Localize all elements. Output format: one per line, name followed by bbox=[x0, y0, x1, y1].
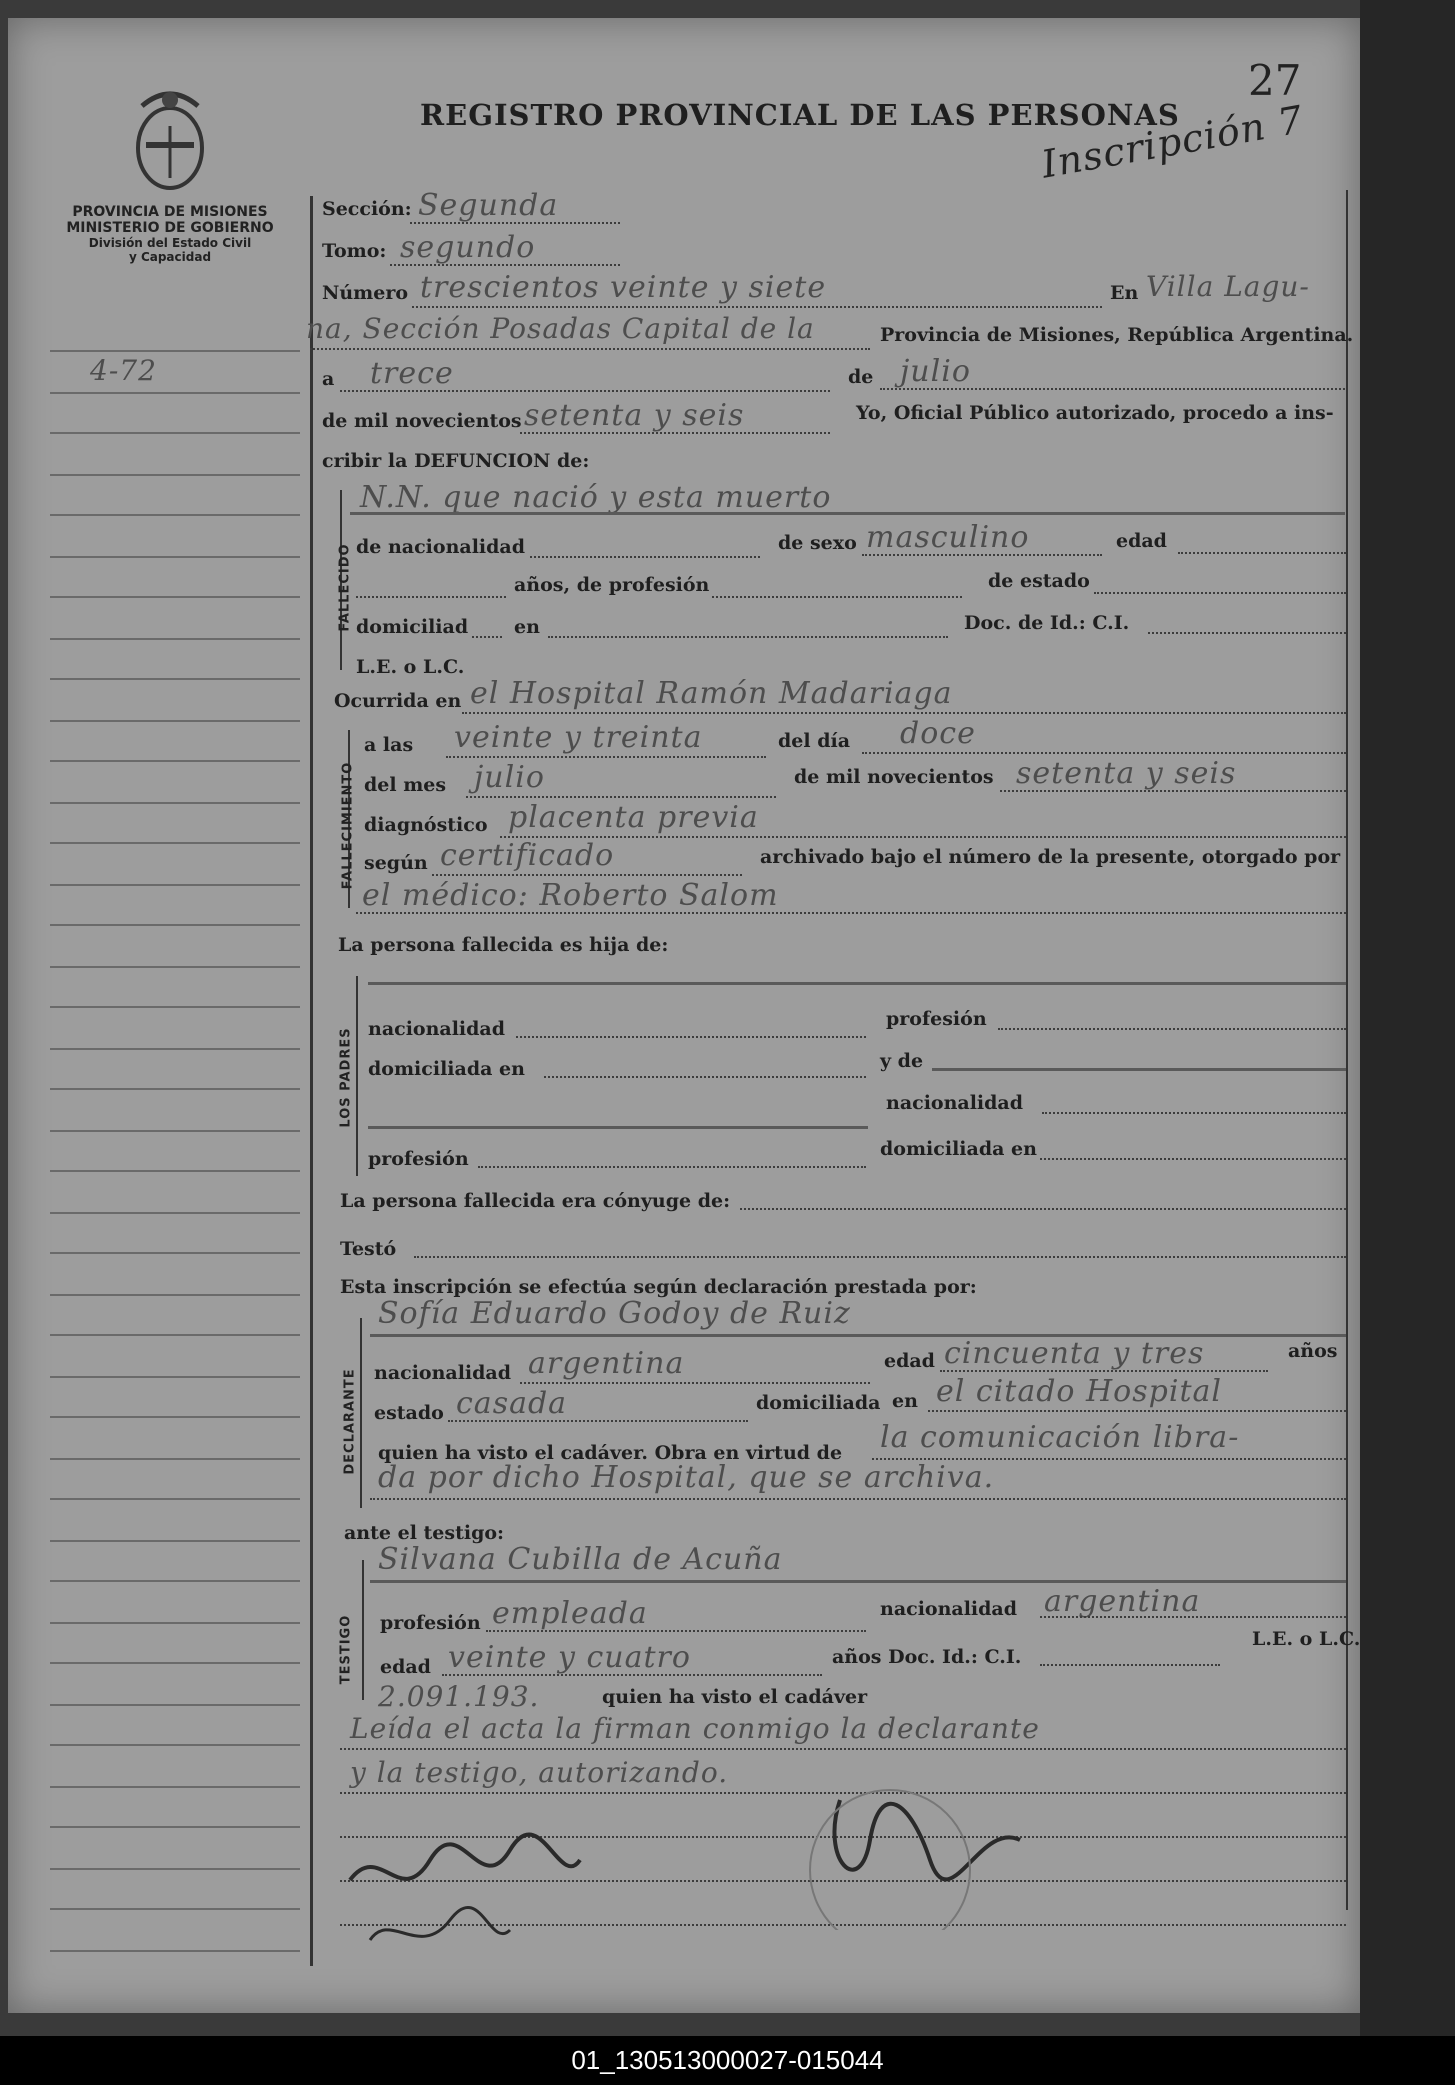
label-del-dia: del día bbox=[778, 730, 851, 752]
label-conyuge: La persona fallecida era cónyuge de: bbox=[340, 1190, 731, 1212]
label-d-en: en bbox=[892, 1390, 918, 1412]
label-t-nacionalidad: nacionalidad bbox=[880, 1598, 1018, 1620]
main-vertical-rule bbox=[310, 196, 313, 1966]
value-d-edad: cincuenta y tres bbox=[944, 1336, 1205, 1371]
page-title: REGISTRO PROVINCIAL DE LAS PERSONAS bbox=[420, 98, 1180, 132]
label-domiciliado: domiciliad bbox=[356, 616, 469, 638]
value-lugar: na, Sección Posadas Capital de la bbox=[306, 312, 815, 345]
value-mes: julio bbox=[900, 354, 971, 389]
side-label-fallecimiento: FALLECIMIENTO bbox=[340, 761, 356, 890]
office-ministry: MINISTERIO DE GOBIERNO bbox=[66, 220, 274, 236]
value-t-doc: 2.091.193. bbox=[378, 1680, 540, 1713]
value-medico: el médico: Roberto Salom bbox=[362, 878, 779, 913]
label-a: a bbox=[322, 368, 335, 390]
label-t-profesion: profesión bbox=[380, 1612, 481, 1634]
label-a-las: a las bbox=[364, 734, 414, 756]
declarante-signature bbox=[340, 1820, 600, 1970]
value-dia-num: doce bbox=[900, 716, 976, 751]
closing-note-1: Leída el acta la firman conmigo la declarante bbox=[350, 1712, 1040, 1745]
declarante-bracket bbox=[360, 1318, 362, 1508]
right-vertical-rule bbox=[1346, 190, 1348, 1910]
value-ocurrida: el Hospital Ramón Madariaga bbox=[470, 676, 953, 711]
testigo-bracket bbox=[362, 1560, 364, 1700]
file-name-caption: 01_130513000027-015044 bbox=[0, 2036, 1455, 2085]
label-edad: edad bbox=[1116, 530, 1167, 552]
label-d-visto: quien ha visto el cadáver. Obra en virtud de bbox=[378, 1442, 843, 1464]
value-hora: veinte y treinta bbox=[454, 720, 703, 755]
label-y-de: y de bbox=[880, 1050, 924, 1072]
label-p-domiciliada2: domiciliada en bbox=[880, 1138, 1037, 1160]
label-oficial: Yo, Oficial Público autorizado, procedo a ins- bbox=[856, 402, 1334, 424]
value-t-profesion: empleada bbox=[492, 1596, 648, 1631]
label-p-profesion: profesión bbox=[886, 1008, 987, 1030]
value-numero: trescientos veinte y siete bbox=[420, 270, 827, 305]
label-archivado: archivado bajo el número de la presente, otorgado por bbox=[760, 846, 1341, 868]
label-p-nacionalidad: nacionalidad bbox=[368, 1018, 506, 1040]
label-t-visto: quien ha visto el cadáver bbox=[602, 1686, 868, 1708]
value-declarante: Sofía Eduardo Godoy de Ruiz bbox=[378, 1296, 851, 1331]
value-dia: trece bbox=[370, 356, 454, 391]
label-del-mes: del mes bbox=[364, 774, 447, 796]
side-label-padres: LOS PADRES bbox=[338, 1027, 354, 1128]
page-number: 27 bbox=[1248, 56, 1302, 105]
label-d-anos: años bbox=[1288, 1340, 1338, 1362]
office-capacity: y Capacidad bbox=[128, 250, 212, 264]
label-d-nacionalidad: nacionalidad bbox=[374, 1362, 512, 1384]
value-tomo: segundo bbox=[400, 230, 536, 265]
label-anos-profesion: años, de profesión bbox=[514, 574, 710, 596]
inscription-stamp: Inscripción 7 bbox=[1038, 97, 1307, 187]
value-t-edad: veinte y cuatro bbox=[448, 1640, 691, 1675]
value-d-domicilio: el citado Hospital bbox=[936, 1374, 1222, 1409]
book-spine bbox=[1360, 0, 1455, 2036]
side-label-testigo: TESTIGO bbox=[338, 1614, 354, 1685]
side-label-declarante: DECLARANTE bbox=[342, 1368, 358, 1475]
label-d-domiciliada: domiciliada bbox=[756, 1392, 881, 1414]
label-ante: ante el testigo: bbox=[344, 1522, 505, 1544]
office-province: PROVINCIA DE MISIONES bbox=[72, 204, 268, 220]
label-de: de bbox=[848, 366, 874, 388]
office-division: División del Estado Civil bbox=[88, 236, 252, 250]
coat-of-arms-icon bbox=[128, 86, 212, 196]
label-hija: La persona fallecida es hija de: bbox=[338, 934, 669, 956]
value-d-nacionalidad: argentina bbox=[528, 1346, 685, 1381]
label-en: En bbox=[1110, 282, 1139, 304]
value-anio: setenta y seis bbox=[524, 398, 745, 433]
value-sexo: masculino bbox=[866, 520, 1030, 555]
value-anio2: setenta y seis bbox=[1016, 756, 1237, 791]
label-tomo: Tomo: bbox=[322, 240, 387, 262]
label-de-mil: de mil novecientos bbox=[322, 410, 522, 432]
label-diagnostico: diagnóstico bbox=[364, 814, 488, 836]
label-en2: en bbox=[514, 616, 540, 638]
label-d-estado: estado bbox=[374, 1402, 444, 1424]
value-diagnostico: placenta previa bbox=[508, 800, 759, 835]
label-provincia: Provincia de Misiones, República Argentina. bbox=[880, 324, 1354, 346]
label-de-mil2: de mil novecientos bbox=[794, 766, 994, 788]
value-d-estado: casada bbox=[456, 1386, 568, 1421]
label-p-profesion2: profesión bbox=[368, 1148, 469, 1170]
margin-note: 4-72 bbox=[90, 354, 157, 387]
label-t-le: L.E. o L.C. bbox=[1252, 1628, 1361, 1650]
value-mes2: julio bbox=[474, 760, 545, 795]
label-p-domiciliada: domiciliada en bbox=[368, 1058, 525, 1080]
value-certificado: certificado bbox=[440, 838, 615, 873]
label-d-edad: edad bbox=[884, 1350, 935, 1372]
label-sexo: de sexo bbox=[778, 532, 857, 554]
label-numero: Número bbox=[322, 282, 409, 304]
label-t-doc: años Doc. Id.: C.I. bbox=[832, 1646, 1022, 1668]
value-d-obra2: da por dicho Hospital, que se archiva. bbox=[378, 1460, 995, 1495]
label-inscripcion: Esta inscripción se efectúa según declaración prestada por: bbox=[340, 1276, 977, 1298]
value-nombre: N.N. que nació y esta muerto bbox=[360, 480, 832, 515]
label-p-nacionalidad2: nacionalidad bbox=[886, 1092, 1024, 1114]
label-testo: Testó bbox=[340, 1238, 397, 1260]
value-seccion: Segunda bbox=[418, 188, 559, 223]
label-inscribir: cribir la DEFUNCION de: bbox=[322, 450, 590, 472]
value-d-obra: la comunicación libra- bbox=[880, 1420, 1240, 1455]
label-nacionalidad: de nacionalidad bbox=[356, 536, 526, 558]
value-testigo: Silvana Cubilla de Acuña bbox=[378, 1542, 783, 1577]
value-en: Villa Lagu- bbox=[1146, 270, 1310, 303]
official-signature bbox=[800, 1780, 1060, 1930]
padres-bracket bbox=[356, 976, 358, 1176]
label-doc: Doc. de Id.: C.I. bbox=[964, 612, 1130, 634]
label-segun: según bbox=[364, 852, 428, 874]
side-label-fallecido: FALLECIDO bbox=[337, 543, 353, 632]
label-estado: de estado bbox=[988, 570, 1090, 592]
label-le-lc: L.E. o L.C. bbox=[356, 656, 465, 678]
label-t-edad: edad bbox=[380, 1656, 431, 1678]
label-seccion: Sección: bbox=[322, 198, 412, 220]
closing-note-2: y la testigo, autorizando. bbox=[350, 1756, 729, 1789]
label-ocurrida: Ocurrida en bbox=[334, 690, 462, 712]
value-t-nacionalidad: argentina bbox=[1044, 1584, 1201, 1619]
